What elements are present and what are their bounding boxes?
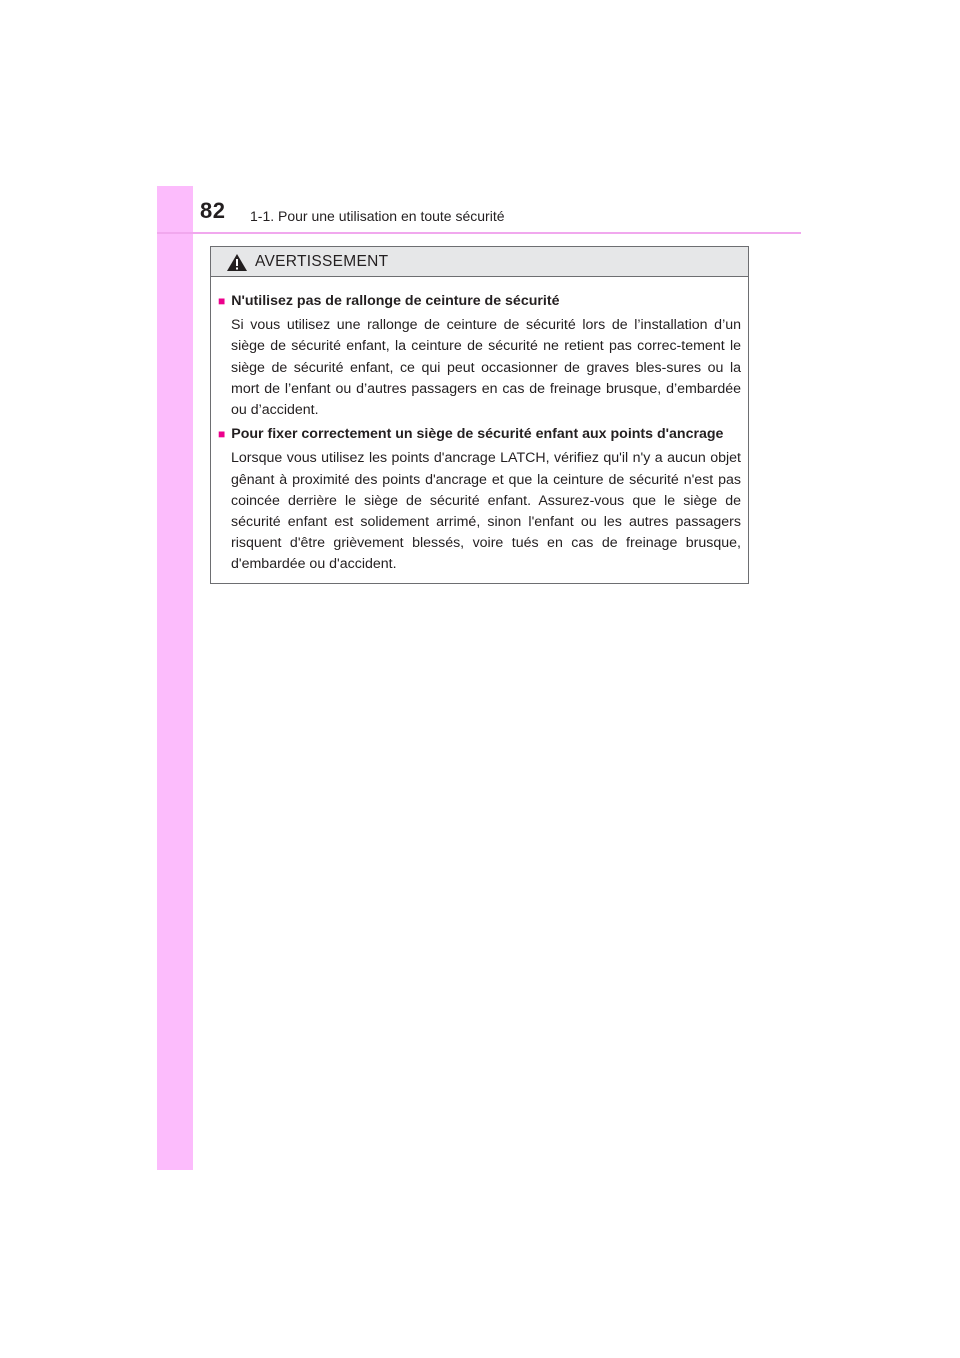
warning-item-heading [218, 424, 741, 445]
warning-header [211, 247, 748, 277]
warning-triangle-icon [226, 253, 248, 272]
warning-body [211, 277, 748, 576]
header-rule [157, 232, 801, 234]
page-number: 82 [200, 198, 226, 223]
warning-item-heading-text: Pour fixer correctement un siège de sécurité enfant aux points d'ancrage [231, 426, 724, 443]
warning-item-heading-text: N'utilisez pas de rallonge de ceinture de sécurité [231, 293, 560, 309]
chapter-title: 1-1. Pour une utilisation en toute sécurité [250, 208, 505, 224]
warning-item-heading [218, 291, 741, 312]
warning-item-text: Lorsque vous utilisez les points d'ancrage LATCH, vérifiez qu'il n'y a aucun objet gênant à proximité des points d'ancrage et que la ceinture de sécurité n'est pas coincée derrière le siège de sécurité enfant. Assurez-vous que le siège de sécurité enfant est solidement arrimé, sinon l'enfant ou les autres passagers risquent d'être grièvement blessés, voire tués en cas de freinage brusque, d'embardée ou d'accident. [231, 450, 741, 573]
section-tab-band [157, 186, 193, 1170]
square-bullet-icon: ■ [218, 427, 226, 442]
warning-box [210, 246, 749, 584]
square-bullet-icon: ■ [218, 294, 226, 308]
warning-item-text: Si vous utilisez une rallonge de ceinture de sécurité lors de l’installation d’un siège de sécurité enfant, la ceinture de sécurité ne retient pas correc-tement le siège de sécurité enfant, ce qui peut occasionner de graves bles-sures ou la mort de l’enfant ou d’autres passagers en cas de freinage brusque, d’embardée ou d’accident. [231, 317, 741, 419]
warning-title: AVERTISSEMENT [255, 253, 389, 270]
